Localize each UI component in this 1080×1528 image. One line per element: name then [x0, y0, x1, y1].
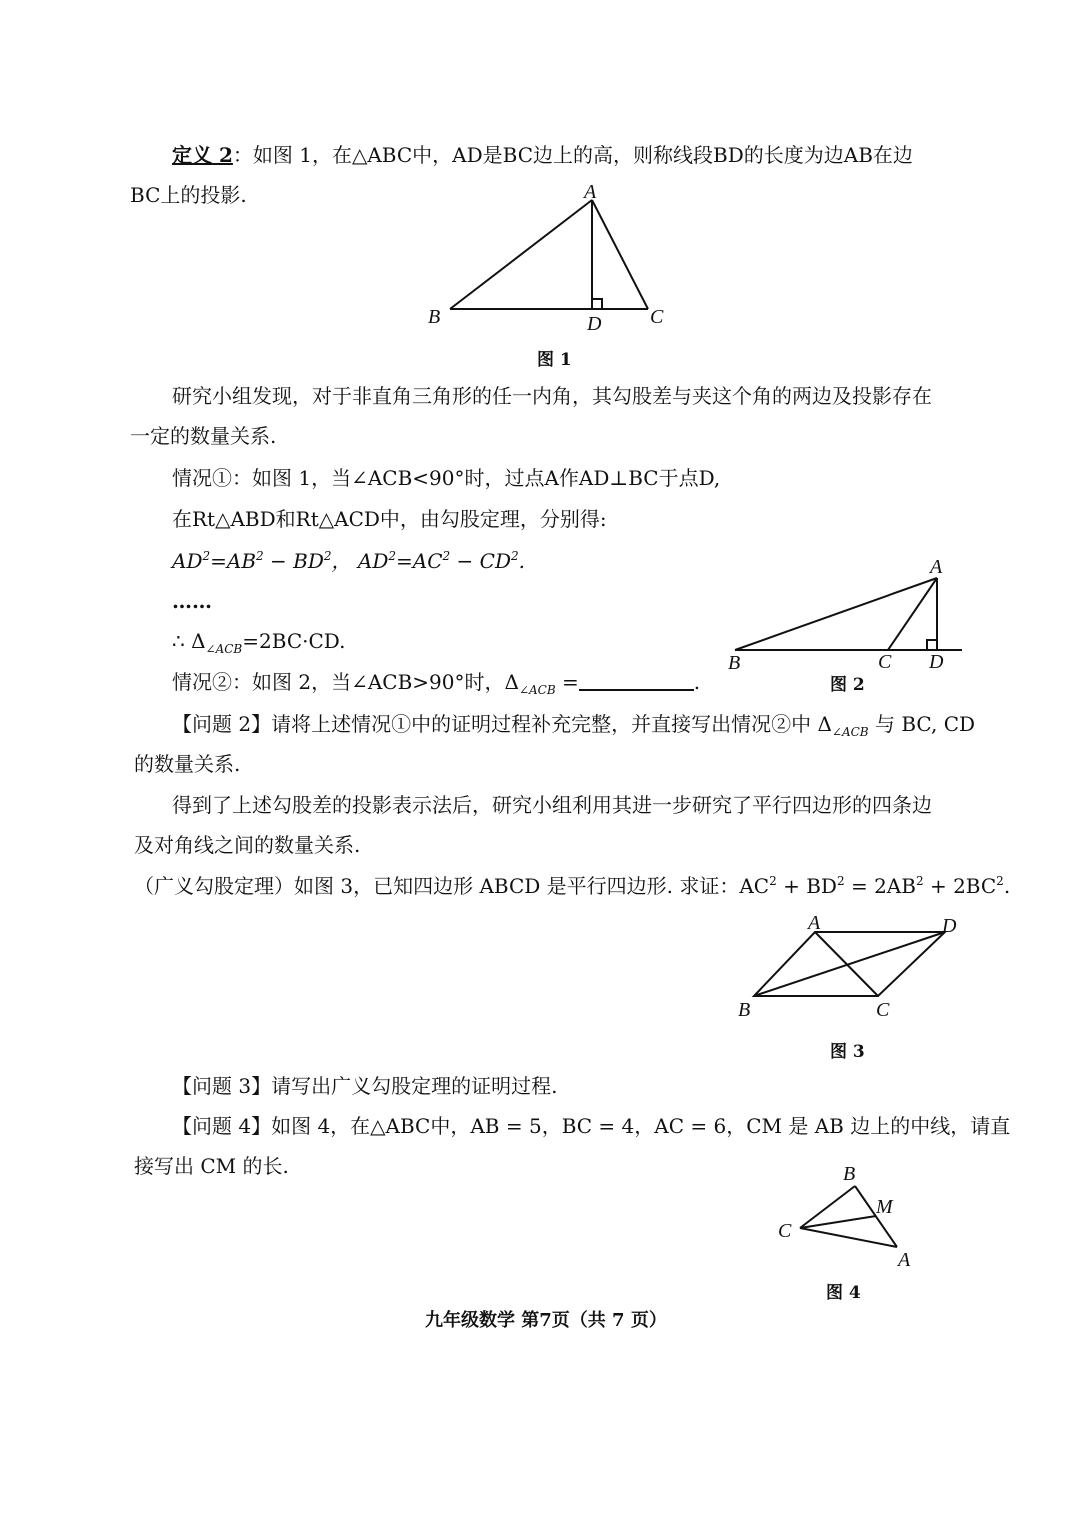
case-1-line-2: 在Rt△ABD和Rt△ACD中，由勾股定理，分别得: [172, 507, 607, 531]
figure-3-caption: 图 3 [830, 1042, 865, 1062]
case-2-line: 情况②：如图 2，当∠ACB>90°时，$\Delta_{\angle ACB}$ = . [172, 670, 701, 697]
paragraph-2-line-1: 得到了上述勾股差的投影表示法后，研究小组利用其进一步研究了平行四边形的四条边 [172, 793, 932, 817]
question-2-line-1: 【问题 2】请将上述情况①中的证明过程补充完整，并直接写出情况②中 $\Delta_{\angle ACB}$ 与 BC, CD [172, 712, 976, 739]
figure-1-label-d: D [587, 313, 602, 335]
figure-2-label-b: B [728, 652, 741, 674]
case-1-line-1: 情况①：如图 1，当∠ACB<90°时，过点A作AD⊥BC于点D, [172, 466, 721, 490]
figure-3-label-b: B [738, 999, 751, 1021]
figure-1-label-c: C [650, 306, 664, 328]
definition-2-line-1 [172, 143, 913, 167]
figure-1-label-b: B [428, 306, 441, 328]
figure-4-label-m: M [876, 1196, 893, 1218]
question-4-line-1: 【问题 4】如图 4，在△ABC中，AB = 5，BC = 4，AC = 6，CM 是 AB 边上的中线，请直 [172, 1114, 1011, 1138]
figure-2-caption: 图 2 [830, 675, 865, 695]
figure-4-caption: 图 4 [826, 1283, 861, 1303]
case-1-equations: $AD^2=AB^2 - BD^2$， $AD^2=AC^2 - CD^2$. [172, 549, 525, 573]
figure-3-drawing [730, 910, 970, 1030]
definition-2-label: 定义 2 [172, 143, 233, 167]
research-line-2: 一定的数量关系. [130, 424, 277, 448]
paragraph-2-line-2: 及对角线之间的数量关系. [134, 833, 361, 857]
question-3: 【问题 3】请写出广义勾股定理的证明过程. [172, 1074, 558, 1098]
question-4-line-2: 接写出 CM 的长. [134, 1154, 289, 1178]
figure-1-label-a: A [584, 181, 597, 203]
figure-4-label-b: B [843, 1163, 856, 1185]
case-1-conclusion: ∴ $\Delta_{\angle ACB}=2BC\cdot CD$. [172, 629, 346, 656]
definition-2-line-2: BC上的投影. [130, 183, 247, 207]
question-2-line-2: 的数量关系. [134, 752, 241, 776]
figure-2 [710, 550, 970, 680]
figure-2-label-a: A [930, 556, 943, 578]
research-line-1: 研究小组发现，对于非直角三角形的任一内角，其勾股差与夹这个角的两边及投影存在 [172, 384, 932, 408]
figure-4 [770, 1160, 930, 1280]
figure-3-label-c: C [876, 999, 890, 1021]
figure-4-label-a: A [898, 1249, 911, 1271]
figure-1 [420, 180, 680, 340]
figure-2-drawing [710, 550, 970, 680]
figure-2-label-d: D [929, 651, 944, 673]
definition-2-text: ：如图 1，在△ABC中，AD是BC边上的高，则称线段BD的长度为边AB在边 [232, 143, 913, 167]
figure-4-drawing [770, 1160, 930, 1280]
figure-1-caption: 图 1 [537, 350, 572, 370]
figure-4-label-c: C [778, 1220, 792, 1242]
generalized-theorem: （广义勾股定理）如图 3，已知四边形 ABCD 是平行四边形. 求证：$AC^2 + BD^2 = 2AB^2 + 2BC^2$. [134, 874, 1011, 898]
page-footer: 九年级数学 第7页（共 7 页） [425, 1310, 667, 1331]
answer-blank[interactable] [579, 671, 694, 691]
case-1-ellipsis: …… [172, 589, 212, 613]
figure-3-label-a: A [808, 912, 821, 934]
figure-3 [730, 910, 970, 1030]
figure-1-drawing [420, 180, 680, 340]
figure-3-label-d: D [942, 915, 957, 937]
figure-2-label-c: C [878, 651, 892, 673]
